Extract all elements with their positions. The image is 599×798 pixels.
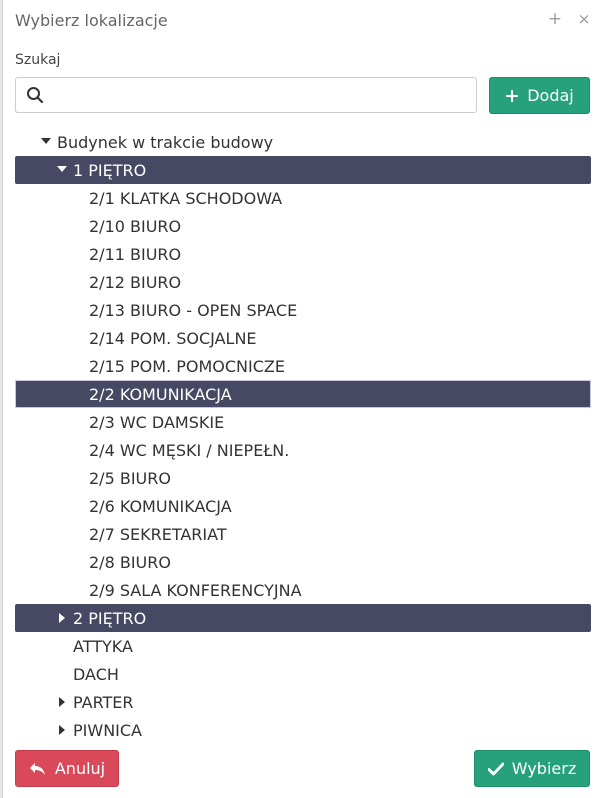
tree-node-label: 2 PIĘTRO [73,609,147,628]
tree-node-label: 2/10 BIURO [89,217,182,236]
tree-node-label: 2/11 BIURO [89,245,182,264]
tree-node-label: 1 PIĘTRO [73,161,147,180]
tree-node-room[interactable] [3,520,599,548]
tree-node-label: 2/7 SEKRETARIAT [89,525,227,544]
tree-node-label: 2/5 BIURO [89,469,171,488]
tree-node-room[interactable] [3,184,599,212]
add-button[interactable] [489,77,590,114]
tree-node-room[interactable] [3,436,599,464]
tree-node-label: 2/6 KOMUNIKACJA [89,497,232,516]
caret-down-icon[interactable] [41,138,51,144]
tree-node-label: 2/1 KLATKA SCHODOWA [89,189,283,208]
tree-node-room[interactable] [3,268,599,296]
tree-node-label: PARTER [73,693,134,712]
tree-node-room-selected[interactable] [15,380,591,408]
caret-right-icon[interactable] [59,725,65,735]
cancel-button[interactable] [15,750,119,787]
tree-node-label: 2/8 BIURO [89,553,171,572]
tree-node-label: 2/4 WC MĘSKI / NIEPEŁN. [89,441,290,460]
tree-node-label: 2/12 BIURO [89,273,182,292]
tree-node-room[interactable] [3,464,599,492]
tree-node-root[interactable] [3,128,599,156]
tree-node-room[interactable] [3,324,599,352]
tree-node-room[interactable] [3,492,599,520]
dialog-title: Wybierz lokalizacje [15,11,168,30]
tree-node-label: ATTYKA [73,637,133,656]
caret-down-icon[interactable] [57,166,67,172]
location-dialog [2,0,599,798]
search-label: Szukaj [15,52,61,68]
cancel-button-label: Anuluj [54,759,106,778]
tree-node-label: DACH [73,665,119,684]
tree-node-label: 2/2 KOMUNIKACJA [89,385,232,404]
tree-node-label: 2/13 BIURO - OPEN SPACE [89,301,298,320]
tree-node-room[interactable] [3,352,599,380]
tree-node-piwnica[interactable] [3,716,599,744]
tree-node-room[interactable] [3,548,599,576]
tree-node-room[interactable] [3,212,599,240]
close-button[interactable]: × [577,10,591,28]
maximize-button[interactable]: + [547,9,563,29]
tree-node-label: PIWNICA [73,721,142,740]
tree-node-floor2[interactable] [15,604,591,632]
tree-node-label: 2/9 SALA KONFERENCYJNA [89,581,302,600]
tree-node-room[interactable] [3,408,599,436]
choose-button[interactable] [474,750,590,787]
location-tree [3,128,599,744]
search-input[interactable] [56,79,471,111]
tree-node-attyka[interactable] [3,632,599,660]
title-bar [3,0,599,42]
tree-node-label: 2/15 POM. POMOCNICZE [89,357,285,376]
caret-right-icon[interactable] [59,697,65,707]
tree-node-label: 2/14 POM. SOCJALNE [89,329,257,348]
tree-node-room[interactable] [3,240,599,268]
tree-node-room[interactable] [3,576,599,604]
choose-button-label: Wybierz [511,759,577,778]
tree-node-room[interactable] [3,296,599,324]
plus-icon [505,89,519,103]
undo-arrow-icon [29,762,47,776]
tree-node-floor1[interactable] [15,156,591,184]
search-icon [26,86,44,104]
tree-node-label: 2/3 WC DAMSKIE [89,413,225,432]
search-box[interactable] [15,77,477,113]
tree-node-parter[interactable] [3,688,599,716]
add-button-label: Dodaj [527,86,574,105]
tree-node-dach[interactable] [3,660,599,688]
check-icon [488,762,504,776]
tree-node-label: Budynek w trakcie budowy [57,133,274,152]
caret-right-icon[interactable] [59,613,65,623]
